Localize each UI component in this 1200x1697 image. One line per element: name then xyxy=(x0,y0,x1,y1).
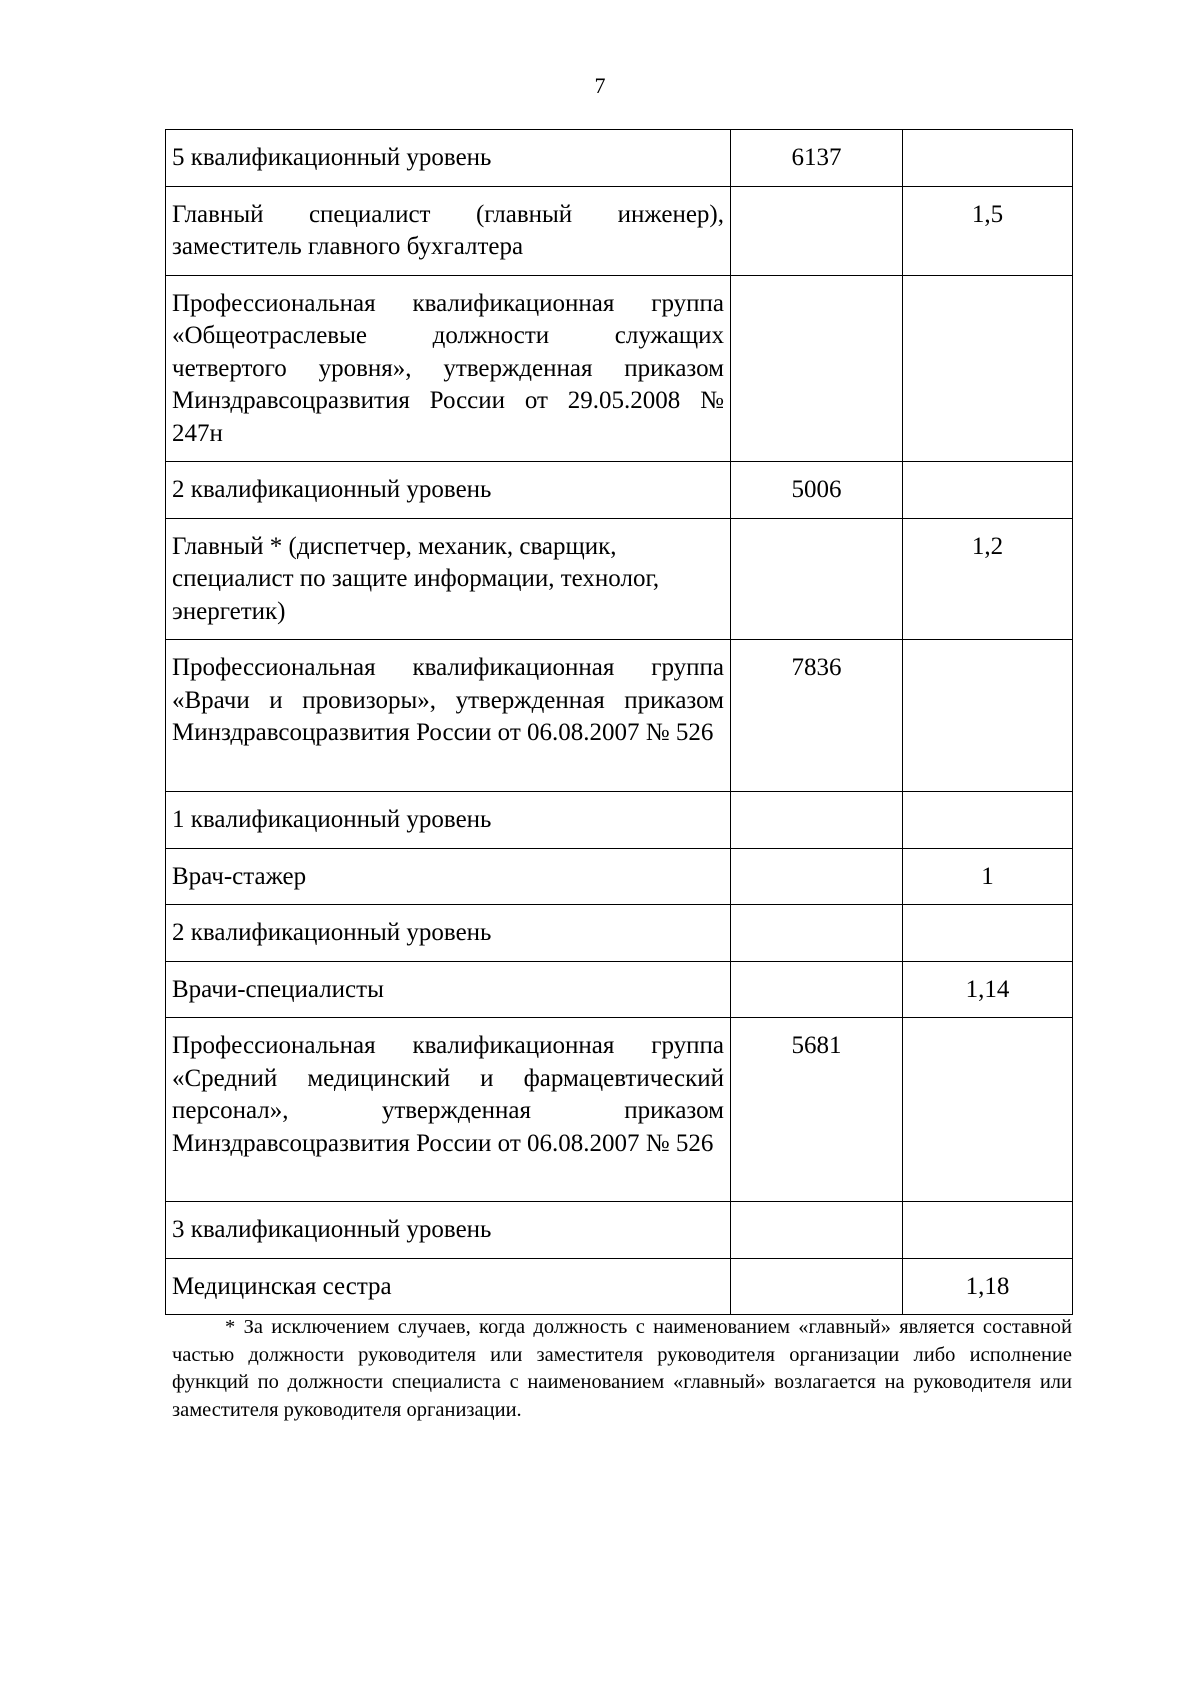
table-row xyxy=(166,275,1073,462)
position-name-cell: Профессиональная квалификационная группа «Общеотраслевые должности служащих четвертого уровня», утвержденная приказом Минздравсоцразвития России от 29.05.2008 № 247н xyxy=(166,275,731,462)
table-row xyxy=(166,792,1073,849)
salary-cell: 5006 xyxy=(731,462,903,519)
coefficient-cell xyxy=(903,1202,1073,1259)
table-row xyxy=(166,1258,1073,1315)
position-name-cell: 3 квалификационный уровень xyxy=(166,1202,731,1259)
salary-cell xyxy=(731,1202,903,1259)
table-row xyxy=(166,518,1073,640)
coefficient-cell: 1,18 xyxy=(903,1258,1073,1315)
salary-cell xyxy=(731,792,903,849)
coefficient-cell xyxy=(903,640,1073,792)
table-row xyxy=(166,1202,1073,1259)
table-row xyxy=(166,462,1073,519)
position-name-cell: 2 квалификационный уровень xyxy=(166,462,731,519)
position-name-cell: Главный * (диспетчер, механик, сварщик, специалист по защите информации, технолог, энергетик) xyxy=(166,518,731,640)
salary-cell xyxy=(731,275,903,462)
salary-cell xyxy=(731,518,903,640)
table-row xyxy=(166,1018,1073,1202)
position-name-cell: 1 квалификационный уровень xyxy=(166,792,731,849)
position-name-cell: Главный специалист (главный инженер), заместитель главного бухгалтера xyxy=(166,186,731,275)
footnote: * За исключением случаев, когда должность с наименованием «главный» является составной частью должности руководителя или заместителя руководителя организации либо исполнение функций по должности специалиста с наименованием «главный» возлагается на руководителя или заместителя руководителя организации. xyxy=(172,1316,1072,1421)
position-name-cell: Профессиональная квалификационная группа «Врачи и провизоры», утвержденная приказом Минздравсоцразвития России от 06.08.2007 № 526 xyxy=(166,640,731,792)
salary-cell: 7836 xyxy=(731,640,903,792)
salary-cell xyxy=(731,186,903,275)
coefficient-cell xyxy=(903,130,1073,187)
salary-cell: 6137 xyxy=(731,130,903,187)
coefficient-cell xyxy=(903,275,1073,462)
coefficient-cell xyxy=(903,1018,1073,1202)
coefficient-cell xyxy=(903,905,1073,962)
position-name-cell: Врач-стажер xyxy=(166,848,731,905)
table-row xyxy=(166,961,1073,1018)
salary-cell xyxy=(731,905,903,962)
salary-cell: 5681 xyxy=(731,1018,903,1202)
salary-table xyxy=(165,129,1073,1315)
table-row xyxy=(166,905,1073,962)
position-name-cell: Медицинская сестра xyxy=(166,1258,731,1315)
table-row xyxy=(166,848,1073,905)
salary-cell xyxy=(731,1258,903,1315)
position-name-cell: Врачи-специалисты xyxy=(166,961,731,1018)
salary-cell xyxy=(731,848,903,905)
coefficient-cell: 1,14 xyxy=(903,961,1073,1018)
salary-cell xyxy=(731,961,903,1018)
coefficient-cell: 1,5 xyxy=(903,186,1073,275)
table-row xyxy=(166,130,1073,187)
position-name-cell: 5 квалификационный уровень xyxy=(166,130,731,187)
page-number: 7 xyxy=(594,73,606,98)
coefficient-cell: 1 xyxy=(903,848,1073,905)
coefficient-cell xyxy=(903,792,1073,849)
table-row xyxy=(166,186,1073,275)
table-row xyxy=(166,640,1073,792)
position-name-cell: Профессиональная квалификационная группа «Средний медицинский и фармацевтический персонал», утвержденная приказом Минздравсоцразвития России от 06.08.2007 № 526 xyxy=(166,1018,731,1202)
position-name-cell: 2 квалификационный уровень xyxy=(166,905,731,962)
coefficient-cell xyxy=(903,462,1073,519)
coefficient-cell: 1,2 xyxy=(903,518,1073,640)
